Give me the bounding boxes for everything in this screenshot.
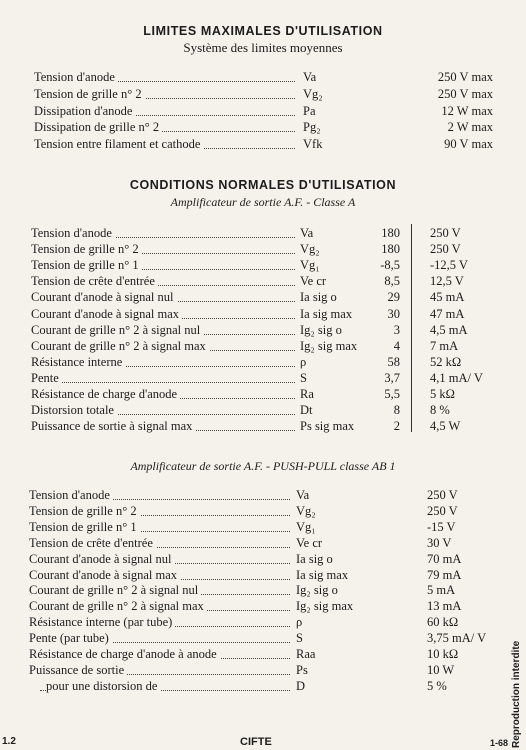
row-value-180v: 8,5	[384, 274, 400, 288]
classA-row	[0, 322, 526, 338]
row-value-250v: 250 V	[430, 242, 461, 256]
row-label: Dissipation d'anode	[34, 103, 135, 119]
limit-row	[0, 119, 526, 135]
row-label: Courant de grille n° 2 à signal nul	[29, 582, 201, 598]
row-symbol: Ia sig max	[300, 307, 353, 321]
classA-row	[0, 370, 526, 386]
row-label: Courant d'anode à signal max	[29, 567, 180, 583]
section3-subtitle: Amplificateur de sortie A.F. - PUSH-PULL classe AB 1	[130, 459, 396, 473]
pushpull-row	[0, 567, 526, 583]
row-symbol: Ps sig max	[300, 419, 355, 433]
row-value: 5 %	[427, 679, 447, 693]
row-label: Tension de grille n° 2	[31, 241, 142, 257]
row-symbol: Ig₂ sig max	[296, 599, 354, 613]
row-value: 10 kΩ	[427, 647, 459, 661]
classA-row	[0, 338, 526, 354]
classA-row	[0, 289, 526, 305]
pushpull-row	[0, 503, 526, 519]
row-symbol: Ps	[296, 663, 308, 677]
row-symbol: Vg₁	[300, 258, 320, 272]
row-value-250v: 4,5 W	[430, 419, 461, 433]
row-symbol: S	[296, 631, 303, 645]
row-value-180v: 2	[393, 419, 400, 433]
footer-left: 1.2	[2, 736, 16, 747]
row-label: Distorsion totale	[31, 402, 117, 418]
row-symbol: Vg₁	[296, 520, 316, 534]
pushpull-row	[0, 662, 526, 678]
row-value: 30 V	[427, 536, 452, 550]
classA-row	[0, 241, 526, 257]
row-symbol: Vg₂	[296, 504, 316, 518]
row-label: Tension de crête d'entrée	[29, 535, 156, 551]
row-value: 250 V max	[437, 87, 493, 101]
pushpull-row	[0, 646, 526, 662]
column-divider	[411, 224, 412, 432]
row-value-250v: 8 %	[430, 403, 450, 417]
row-symbol: Ig₂ sig max	[300, 339, 358, 353]
row-value-180v: 3,7	[384, 371, 400, 385]
row-label: Résistance de charge d'anode à anode	[29, 646, 220, 662]
row-value: 10 W	[427, 663, 455, 677]
row-value-250v: 52 kΩ	[430, 355, 462, 369]
row-label: Résistance de charge d'anode	[31, 386, 180, 402]
row-value: 250 V max	[437, 70, 493, 84]
classA-row	[0, 402, 526, 418]
row-symbol: D	[296, 679, 306, 693]
row-label: Tension de grille n° 2	[29, 503, 140, 519]
row-label: Résistance interne (par tube)	[29, 614, 175, 630]
row-symbol: S	[300, 371, 307, 385]
section2-title: CONDITIONS NORMALES D'UTILISATION	[129, 178, 397, 192]
row-value: 12 W max	[441, 104, 493, 118]
row-value-180v: 8	[393, 403, 400, 417]
row-symbol: Dt	[300, 403, 313, 417]
row-label: Tension de grille n° 2	[34, 86, 145, 102]
row-label: Tension d'anode	[31, 225, 115, 241]
row-value: 79 mA	[427, 568, 462, 582]
row-value-180v: -8,5	[380, 258, 400, 272]
row-symbol: Ia sig o	[296, 552, 333, 566]
row-label: Tension d'anode	[29, 487, 113, 503]
pushpull-row	[0, 519, 526, 535]
row-symbol: Ia sig max	[296, 568, 349, 582]
row-value-250v: 5 kΩ	[430, 387, 455, 401]
row-symbol: Pa	[303, 104, 316, 118]
row-symbol: Ra	[300, 387, 314, 401]
pushpull-row	[0, 582, 526, 598]
row-symbol: Vfk	[303, 137, 323, 151]
row-value: -15 V	[427, 520, 456, 534]
classA-row	[0, 418, 526, 434]
row-symbol: Va	[300, 226, 314, 240]
row-value-250v: 250 V	[430, 226, 461, 240]
pushpull-row	[0, 551, 526, 567]
classA-row	[0, 225, 526, 241]
pushpull-row	[0, 598, 526, 614]
section2-subtitle: Amplificateur de sortie A.F. - Classe A	[170, 195, 356, 209]
limit-row	[0, 103, 526, 119]
row-value-180v: 180	[381, 226, 400, 240]
section1-title: LIMITES MAXIMALES D'UTILISATION	[143, 24, 383, 38]
row-value: 60 kΩ	[427, 615, 459, 629]
row-label: Tension d'anode	[34, 69, 118, 85]
pushpull-row	[0, 487, 526, 503]
row-value-250v: 12,5 V	[430, 274, 464, 288]
row-symbol: Va	[296, 488, 310, 502]
row-value: 3,75 mA/ V	[427, 631, 487, 645]
footer-center: CIFTE	[240, 736, 272, 748]
row-value-180v: 29	[387, 290, 400, 304]
limit-row	[0, 69, 526, 85]
row-label: Puissance de sortie	[29, 662, 127, 678]
footer-right: 1-68	[490, 738, 509, 748]
row-value-180v: 4	[393, 339, 400, 353]
limit-row	[0, 86, 526, 102]
row-label: Pente	[31, 370, 62, 386]
row-symbol: ρ	[296, 615, 303, 629]
row-label: Puissance de sortie à signal max	[31, 418, 195, 434]
pushpull-row	[0, 630, 526, 646]
row-label: Courant d'anode à signal nul	[31, 289, 177, 305]
row-symbol: Raa	[296, 647, 316, 661]
section1-subtitle: Système des limites moyennes	[183, 40, 343, 55]
leader-dots	[40, 381, 295, 383]
row-value: 70 mA	[427, 552, 462, 566]
classA-row	[0, 386, 526, 402]
row-value-180v: 180	[381, 242, 400, 256]
row-label: pour une distorsion de	[46, 678, 160, 694]
row-label: Courant de grille n° 2 à signal nul	[31, 322, 203, 338]
row-value: 250 V	[427, 504, 458, 518]
pushpull-row	[0, 678, 526, 694]
row-label: Dissipation de grille n° 2	[34, 119, 162, 135]
row-value-180v: 58	[387, 355, 400, 369]
limit-row	[0, 136, 526, 152]
row-symbol: Vg₂	[303, 87, 323, 101]
row-value: 250 V	[427, 488, 458, 502]
row-value-180v: 30	[387, 307, 400, 321]
row-value-250v: 45 mA	[430, 290, 465, 304]
row-label: Tension entre filament et cathode	[34, 136, 203, 152]
row-value-250v: 4,1 mA/ V	[430, 371, 483, 385]
row-label: Courant de grille n° 2 à signal max	[31, 338, 209, 354]
row-symbol: Ve cr	[300, 274, 327, 288]
row-symbol: Pg₂	[303, 120, 321, 134]
row-label: Courant d'anode à signal max	[31, 306, 182, 322]
pushpull-row	[0, 535, 526, 551]
row-symbol: Vg₂	[300, 242, 320, 256]
row-label: Tension de crête d'entrée	[31, 273, 158, 289]
row-label: Courant d'anode à signal nul	[29, 551, 175, 567]
row-value-180v: 5,5	[384, 387, 400, 401]
pushpull-row	[0, 614, 526, 630]
row-label: Courant de grille n° 2 à signal max	[29, 598, 207, 614]
row-symbol: Ig₂ sig o	[296, 583, 338, 597]
row-value: 5 mA	[427, 583, 456, 597]
row-label: Tension de grille n° 1	[31, 257, 142, 273]
row-value-250v: -12,5 V	[430, 258, 468, 272]
row-symbol: Ve cr	[296, 536, 323, 550]
row-value: 2 W max	[447, 120, 493, 134]
classA-row	[0, 257, 526, 273]
row-value-180v: 3	[393, 323, 400, 337]
row-symbol: Va	[303, 70, 317, 84]
classA-row	[0, 273, 526, 289]
row-symbol: Ig₂ sig o	[300, 323, 342, 337]
row-value: 90 V max	[444, 137, 493, 151]
classA-row	[0, 306, 526, 322]
row-label: Résistance interne	[31, 354, 125, 370]
row-label: Tension de grille n° 1	[29, 519, 140, 535]
row-value: 13 mA	[427, 599, 462, 613]
classA-row	[0, 354, 526, 370]
row-label: Pente (par tube)	[29, 630, 112, 646]
row-value-250v: 7 mA	[430, 339, 459, 353]
row-value-250v: 47 mA	[430, 307, 465, 321]
vertical-notice: Reproduction interdite	[511, 640, 522, 748]
row-value-250v: 4,5 mA	[430, 323, 468, 337]
row-symbol: ρ	[300, 355, 307, 369]
row-symbol: Ia sig o	[300, 290, 337, 304]
